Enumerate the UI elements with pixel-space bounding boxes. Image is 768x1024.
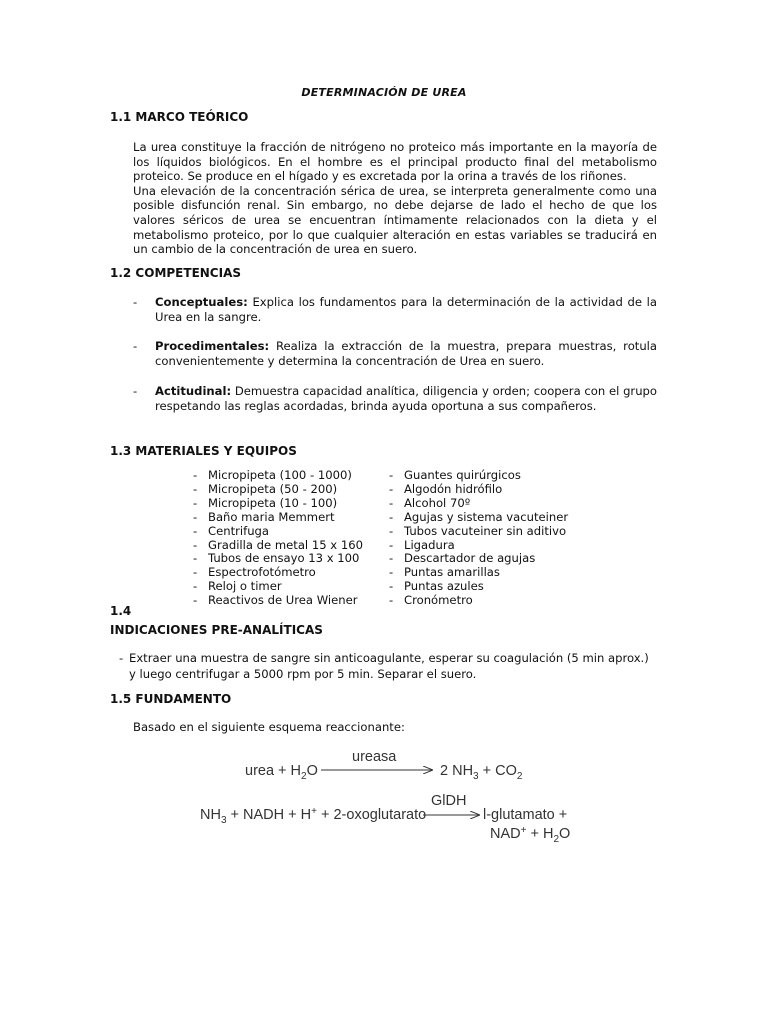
competencia-label: Actitudinal: (155, 384, 232, 398)
fundamento-text: Basado en el siguiente esquema reaccionante: (133, 720, 405, 734)
list-item: - Guantes quirúrgicos (389, 468, 521, 482)
reaction2-enzyme-label: GlDH (431, 793, 467, 809)
reaction2-reactants: $NH_3$ + NADH + H+ + 2-oxoglutarato (200, 806, 427, 826)
list-item: - Micropipeta (100 - 1000) (193, 468, 352, 482)
list-item: - Micropipeta (50 - 200) (193, 481, 338, 496)
heading-marco-teorico: 1.1 MARCO TEÓRICO (110, 110, 249, 124)
reaction2-product-line1: l-glutamato + (483, 807, 568, 823)
heading-competencias: 1.2 COMPETENCIAS (110, 266, 242, 280)
list-bullet: - (133, 295, 138, 309)
list-item: - Cronómetro (389, 593, 473, 608)
reaction2-product-line2: $NAD^+ + H_2O$ (490, 825, 571, 845)
competencia-text: Demuestra capacidad analítica, diligencia y orden; coopera con el grupo respetando las reglas acordadas, brinda ayuda oportuna a sus compañeros. (155, 384, 657, 413)
list-item: - Alcohol 70º (389, 495, 471, 510)
list-item: - Reloj o timer (193, 579, 282, 594)
heading-materiales: 1.3 MATERIALES Y EQUIPOS (110, 444, 297, 458)
competencia-text: Realiza la extracción de la muestra, prepara muestras, rotula convenientemente y determina la concentración de Urea en suero. (155, 339, 658, 368)
list-item: - Espectrofotómetro (193, 565, 316, 580)
indicaciones-text: Extraer una muestra de sangre sin anticoagulante, esperar su coagulación (5 min aprox.) y luego centrifugar a 5000 rpm por 5 min. Separar el suero. (129, 651, 649, 681)
marco-paragraph-1: La urea constituye la fracción de nitrógeno no proteico más importante en la mayoría de los líquidos biológicos. En el hombre es el principal producto final del metabolismo proteico. Se produce en el hígado y es excretada por la orina a través de los riñones. (133, 140, 657, 184)
reaction1-reactants: urea + $H_2O$ (245, 763, 318, 782)
list-item: - Descartador de agujas (389, 551, 536, 566)
list-item: - Gradilla de metal 15 x 160 (193, 537, 363, 552)
list-item: - Centrifuga (193, 523, 270, 538)
list-item: - Micropipeta (10 - 100) (193, 495, 338, 510)
competencia-label: Conceptuales: (155, 295, 248, 309)
list-item: - Tubos vacuteiner sin aditivo (389, 523, 567, 538)
competencia-text: Explica los fundamentos para la determinación de la actividad de la Urea en la sangre. (155, 295, 657, 324)
list-item: - Algodón hidrófilo (389, 481, 503, 496)
competencia-label: Procedimentales: (155, 339, 270, 353)
list-bullet: - (133, 384, 138, 398)
list-item: - Baño maria Memmert (193, 509, 335, 524)
heading-indicaciones: INDICACIONES PRE-ANALÍTICAS (110, 623, 323, 637)
reaction1-products: 2 $NH_3 + CO_2$ (440, 763, 523, 782)
heading-number-1-4: 1.4 (110, 604, 132, 618)
list-bullet: - (119, 651, 124, 665)
list-item: - Tubos de ensayo 13 x 100 (193, 551, 360, 566)
list-bullet: - (133, 339, 138, 353)
list-item: - Ligadura (389, 537, 455, 552)
list-item: - Puntas azules (389, 579, 484, 594)
list-item: - Puntas amarillas (389, 565, 500, 580)
heading-fundamento: 1.5 FUNDAMENTO (110, 692, 232, 706)
reaction1-enzyme-label: ureasa (352, 749, 397, 765)
marco-paragraph-2: Una elevación de la concentración sérica de urea, se interpreta generalmente como una posible disfunción renal. Sin embargo, no debe dejarse de lado el hecho de que los valores séricos de urea se encuentran íntimamente relacionados con la dieta y el metabolismo proteico, por lo que cualquier alteración en estas variables se traducirá en un cambio de la concentración de urea en suero. (133, 183, 657, 257)
list-item: - Agujas y sistema vacuteiner (389, 509, 569, 524)
document-title: DETERMINACIÓN DE UREA (301, 86, 467, 99)
list-item: - Reactivos de Urea Wiener (193, 593, 358, 608)
